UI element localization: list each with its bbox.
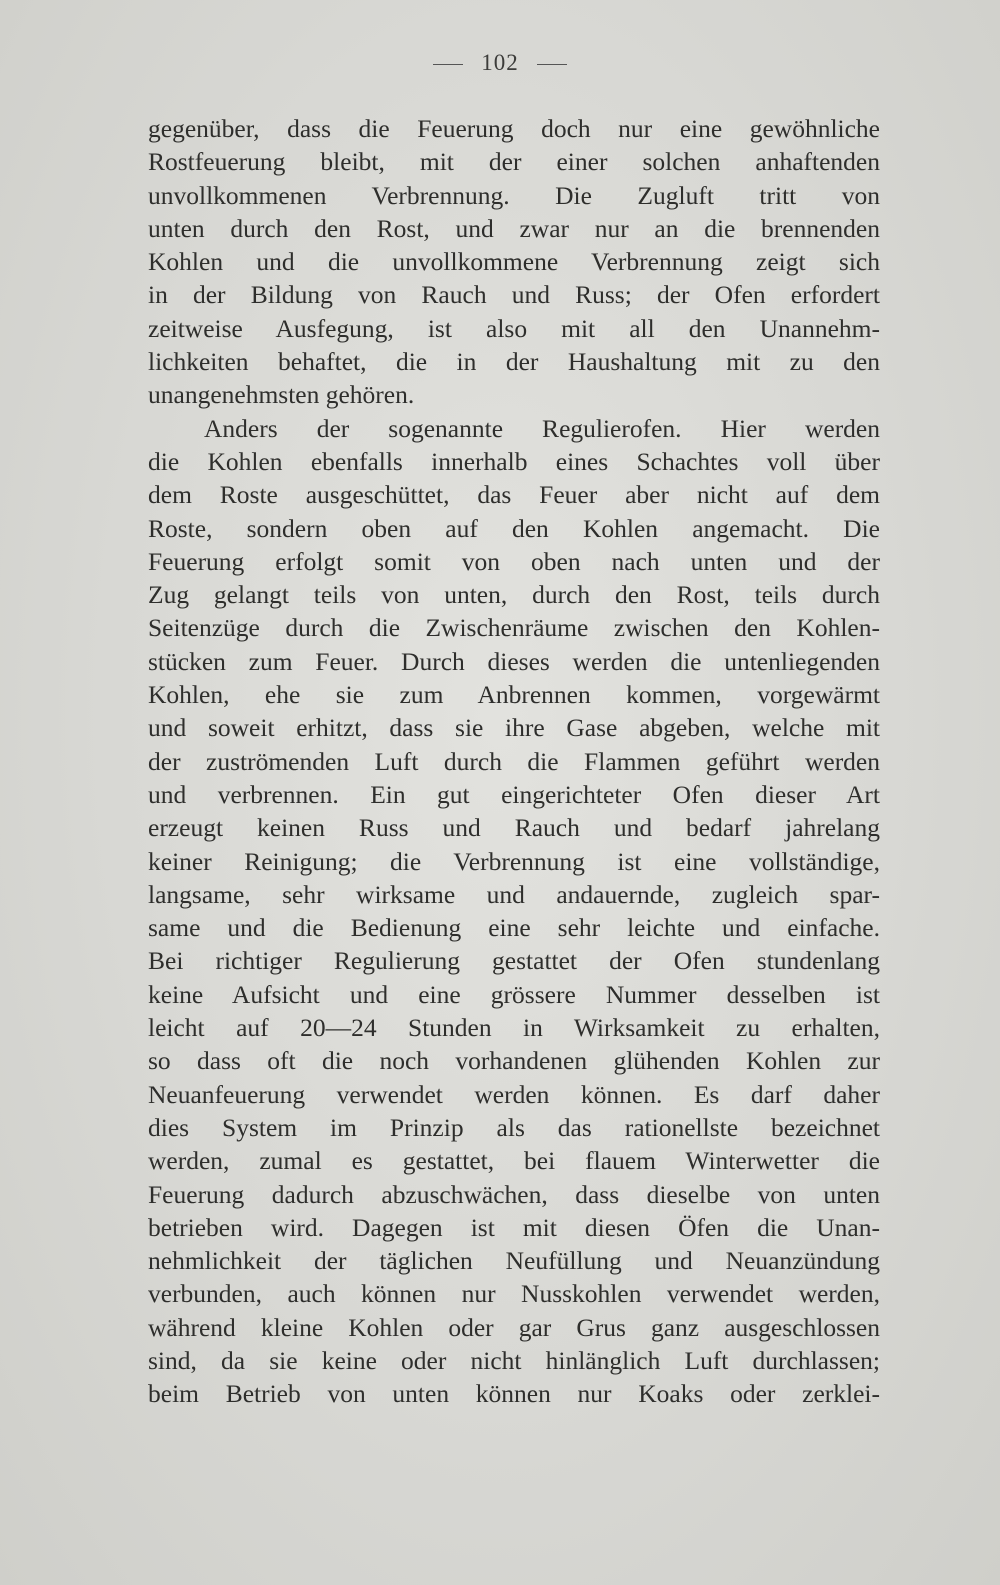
text-line: lichkeiten behaftet, die in der Haushaltung mit zu den	[148, 347, 880, 377]
text-line: zeitweise Ausfegung, ist also mit all den Unannehm-	[148, 313, 880, 343]
text-line: verbunden, auch können nur Nusskohlen verwendet werden,	[148, 1279, 880, 1309]
text-line: Roste, sondern oben auf den Kohlen angemacht. Die	[148, 513, 880, 543]
text-line: dem Roste ausgeschüttet, das Feuer aber nicht auf dem	[148, 480, 880, 510]
text-line: so dass oft die noch vorhandenen glühenden Kohlen zur	[148, 1046, 880, 1076]
text-line: Bei richtiger Regulierung gestattet der Ofen stundenlang	[148, 946, 880, 976]
text-line: erzeugt keinen Russ und Rauch und bedarf jahrelang	[148, 813, 880, 843]
page-number: 102	[481, 50, 519, 75]
text-line: keiner Reinigung; die Verbrennung ist eine vollständige,	[148, 846, 880, 876]
text-line: Feuerung erfolgt somit von oben nach unten und der	[148, 546, 880, 576]
text-line: sind, da sie keine oder nicht hinlänglich Luft durchlassen;	[148, 1345, 880, 1375]
text-line: unangenehmsten gehören.	[148, 380, 415, 410]
text-line: beim Betrieb von unten können nur Koaks oder zerklei-	[148, 1379, 880, 1409]
text-line: und verbrennen. Ein gut eingerichteter Ofen dieser Art	[148, 779, 880, 809]
text-line: in der Bildung von Rauch und Russ; der Ofen erfordert	[148, 280, 880, 310]
text-line: betrieben wird. Dagegen ist mit diesen Öfen die Unan-	[148, 1212, 880, 1242]
text-line: Kohlen, ehe sie zum Anbrennen kommen, vorgewärmt	[148, 680, 880, 710]
text-line: Feuerung dadurch abzuschwächen, dass dieselbe von unten	[148, 1179, 880, 1209]
text-line: keine Aufsicht und eine grössere Nummer desselben ist	[148, 979, 880, 1009]
text-line: die Kohlen ebenfalls innerhalb eines Schachtes voll über	[148, 446, 880, 476]
text-line: Seitenzüge durch die Zwischenräume zwischen den Kohlen-	[148, 613, 880, 643]
text-line: Anders der sogenannte Regulierofen. Hier werden	[204, 413, 880, 443]
text-line: während kleine Kohlen oder gar Grus ganz ausgeschlossen	[148, 1312, 880, 1342]
page-header	[0, 50, 1000, 76]
text-line: Zug gelangt teils von unten, durch den Rost, teils durch	[148, 580, 880, 610]
text-line: Kohlen und die unvollkommene Verbrennung zeigt sich	[148, 247, 880, 277]
text-line: der zuströmenden Luft durch die Flammen geführt werden	[148, 746, 880, 776]
text-line: werden, zumal es gestattet, bei flauem Winterwetter die	[148, 1146, 880, 1176]
body-text	[148, 112, 880, 1411]
text-line: langsame, sehr wirksame und andauernde, zugleich spar-	[148, 879, 880, 909]
text-line: gegenüber, dass die Feuerung doch nur eine gewöhnliche	[148, 114, 880, 143]
text-line: unvollkommenen Verbrennung. Die Zugluft tritt von	[148, 180, 880, 210]
header-dash-left	[433, 64, 463, 65]
text-line: Neuanfeuerung verwendet werden können. Es darf daher	[148, 1079, 880, 1109]
text-line: dies System im Prinzip als das rationellste bezeichnet	[148, 1112, 880, 1142]
text-line: und soweit erhitzt, dass sie ihre Gase abgeben, welche mit	[148, 713, 880, 743]
text-line: unten durch den Rost, und zwar nur an die brennenden	[148, 213, 880, 243]
text-line: Rostfeuerung bleibt, mit der einer solchen anhaftenden	[148, 147, 880, 177]
text-line: stücken zum Feuer. Durch dieses werden die untenliegenden	[148, 646, 880, 676]
text-line: same und die Bedienung eine sehr leichte und einfache.	[148, 913, 880, 943]
text-line: nehmlichkeit der täglichen Neufüllung und Neuanzündung	[148, 1246, 880, 1276]
header-dash-right	[537, 64, 567, 65]
text-line: leicht auf 20—24 Stunden in Wirksamkeit zu erhalten,	[148, 1013, 880, 1043]
